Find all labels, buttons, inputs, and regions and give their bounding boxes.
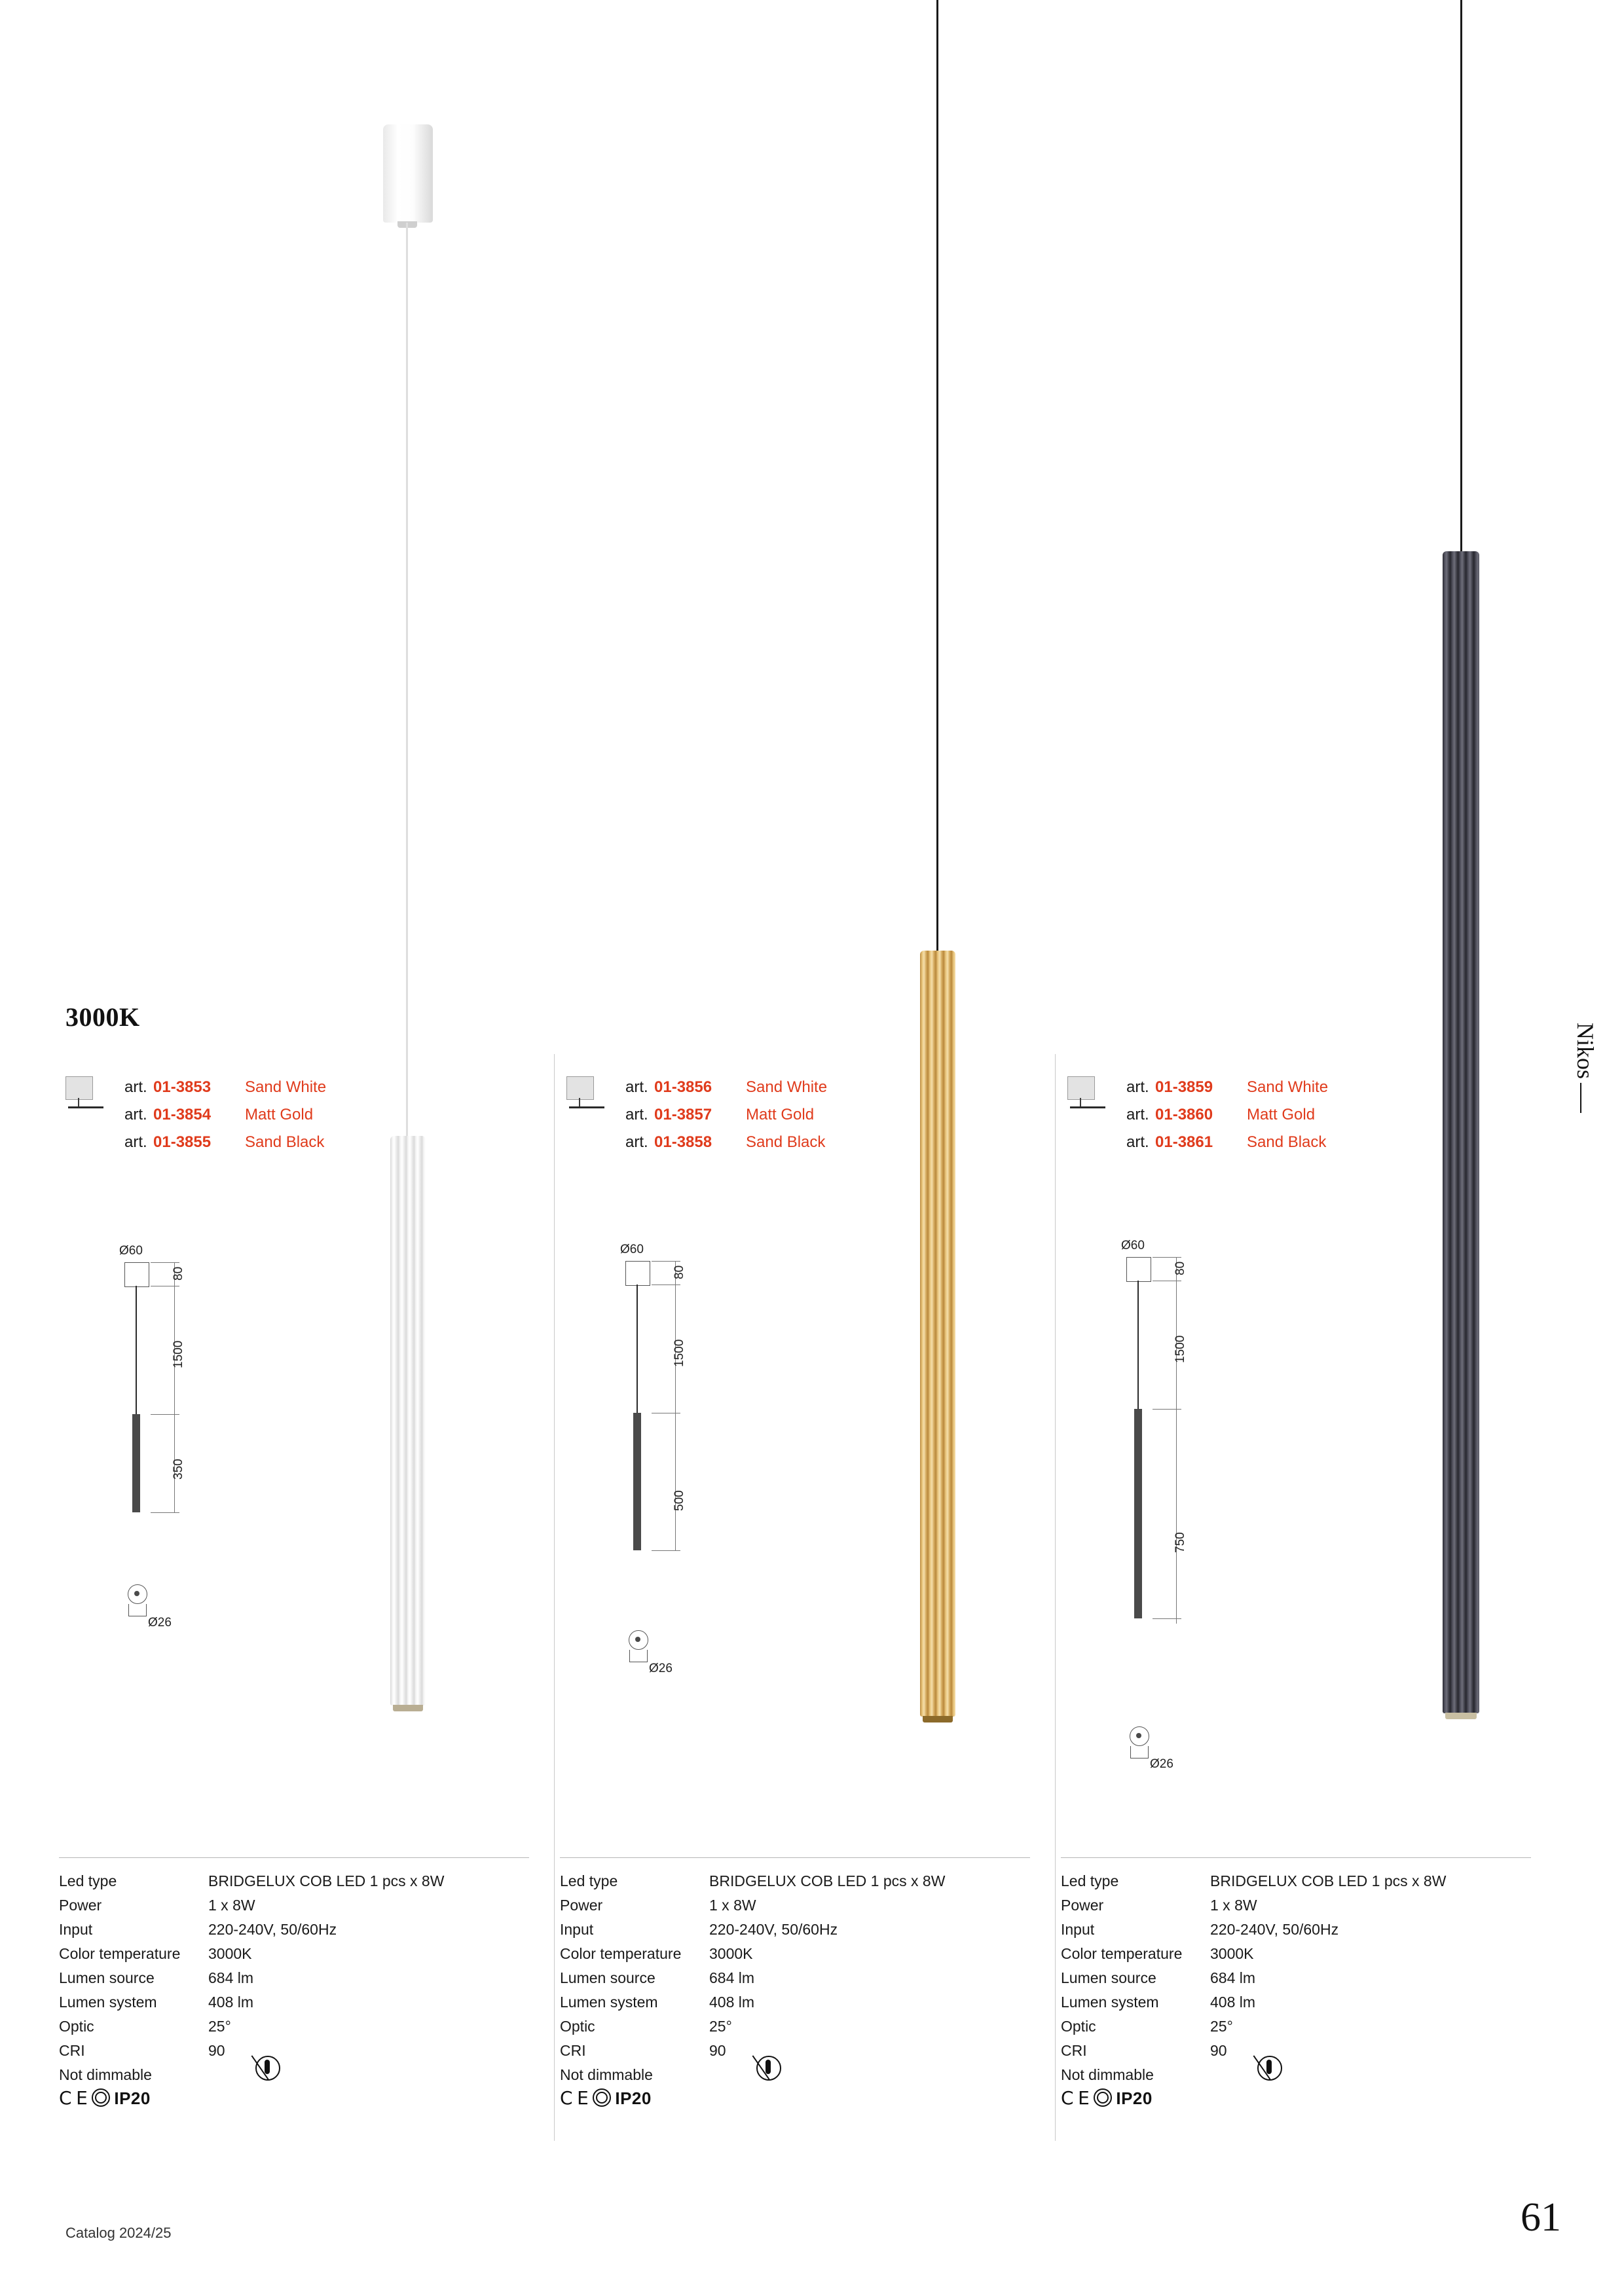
- spec-key: Led type: [59, 1872, 117, 1889]
- spec-row: [1061, 1942, 1532, 1966]
- article-finish: Sand Black: [245, 1133, 325, 1151]
- spec-key: Lumen system: [59, 1994, 157, 2011]
- pendant-symbol-icon: [65, 1076, 107, 1110]
- spec-key: Lumen source: [1061, 1969, 1156, 1986]
- article-row: [124, 1101, 326, 1129]
- article-label: art.: [1126, 1133, 1149, 1151]
- spec-row: [560, 1893, 1031, 1918]
- article-finish: Sand Black: [746, 1133, 826, 1151]
- dimension-body-length: 500: [673, 1490, 686, 1511]
- spec-key: CRI: [1061, 2042, 1087, 2059]
- product-column-3: [1061, 0, 1559, 2296]
- article-label: art.: [124, 1106, 147, 1123]
- spec-value: 25°: [208, 2018, 231, 2035]
- class-2-icon: [1094, 2088, 1112, 2107]
- socket-outline: [1130, 1746, 1149, 1758]
- spec-value: 1 x 8W: [1210, 1897, 1257, 1914]
- article-finish: Matt Gold: [245, 1106, 314, 1123]
- spec-key: Not dimmable: [1061, 2066, 1154, 2083]
- spec-key: Color temperature: [59, 1945, 181, 1962]
- ip-rating: IP20: [1116, 2088, 1153, 2108]
- article-code: 01-3857: [654, 1106, 712, 1123]
- article-label: art.: [1126, 1078, 1149, 1096]
- spec-row: [59, 1990, 530, 2014]
- spec-key: Color temperature: [1061, 1945, 1183, 1962]
- color-temperature-heading: 3000K: [65, 1002, 140, 1032]
- spec-key: Lumen system: [560, 1994, 658, 2011]
- spec-key: Optic: [59, 2018, 94, 2035]
- spec-key: Lumen source: [59, 1969, 155, 1986]
- certification-marks-2: [560, 2087, 652, 2109]
- body-line: [1134, 1409, 1142, 1618]
- spec-value: 684 lm: [1210, 1969, 1256, 1986]
- article-code: 01-3853: [153, 1078, 212, 1096]
- spec-value: 25°: [1210, 2018, 1233, 2035]
- spec-row: [1061, 2063, 1532, 2087]
- page-number: 61: [1521, 2195, 1561, 2240]
- spec-row: [1061, 1869, 1532, 1893]
- socket-outline: [629, 1650, 648, 1662]
- spec-value: 684 lm: [208, 1969, 254, 1986]
- canopy-outline: [124, 1262, 149, 1287]
- spec-row: [59, 1966, 530, 1990]
- dimension-canopy-height: 80: [172, 1266, 185, 1281]
- spec-key: Optic: [560, 2018, 595, 2035]
- certification-marks-1: [59, 2087, 151, 2109]
- spec-table-1: [59, 1869, 530, 2087]
- spec-row: [1061, 1966, 1532, 1990]
- article-code: 01-3854: [153, 1106, 212, 1123]
- dimension-top-diameter: Ø60: [620, 1243, 644, 1256]
- spec-table-rule: [59, 1857, 529, 1858]
- spec-value: 1 x 8W: [208, 1897, 255, 1914]
- pendant-symbol-icon: [566, 1076, 608, 1110]
- article-finish: Sand Black: [1247, 1133, 1327, 1151]
- article-code: 01-3861: [1155, 1133, 1213, 1151]
- article-code: 01-3859: [1155, 1078, 1213, 1096]
- spec-table-2: [560, 1869, 1031, 2087]
- spec-value: 408 lm: [709, 1994, 755, 2011]
- article-row: [625, 1101, 827, 1129]
- bottom-detail-icon: [629, 1630, 648, 1650]
- spec-row: [560, 1869, 1031, 1893]
- spec-row: [59, 1893, 530, 1918]
- spec-value: 684 lm: [709, 1969, 755, 1986]
- dimension-canopy-height: 80: [1173, 1261, 1187, 1275]
- ce-mark-icon: C E: [560, 2087, 589, 2109]
- spec-value: BRIDGELUX COB LED 1 pcs x 8W: [208, 1872, 445, 1889]
- spec-key: Input: [59, 1921, 93, 1938]
- side-title-rule: [1580, 1083, 1581, 1113]
- not-dimmable-icon: [255, 2056, 280, 2081]
- dimension-canopy-height: 80: [673, 1265, 686, 1279]
- spec-key: CRI: [59, 2042, 85, 2059]
- family-name-text: Nikos: [1572, 1022, 1598, 1079]
- spec-value: 408 lm: [1210, 1994, 1256, 2011]
- spec-row: [59, 1918, 530, 1942]
- ip-rating: IP20: [615, 2088, 652, 2108]
- product-column-1: [59, 0, 557, 2296]
- article-code: 01-3855: [153, 1133, 212, 1151]
- bottom-detail-icon: [1130, 1726, 1149, 1746]
- article-label: art.: [124, 1133, 147, 1151]
- canopy-outline: [1126, 1257, 1151, 1282]
- not-dimmable-icon: [1257, 2056, 1282, 2081]
- article-label: art.: [625, 1133, 648, 1151]
- article-finish: Sand White: [245, 1078, 327, 1096]
- article-finish: Sand White: [746, 1078, 828, 1096]
- spec-value: 3000K: [1210, 1945, 1254, 1962]
- article-row: [625, 1074, 827, 1101]
- article-label: art.: [124, 1078, 147, 1096]
- spec-row: [1061, 1918, 1532, 1942]
- spec-value: 220-240V, 50/60Hz: [208, 1921, 337, 1938]
- spec-key: Led type: [560, 1872, 618, 1889]
- article-finish: Sand White: [1247, 1078, 1329, 1096]
- spec-value: BRIDGELUX COB LED 1 pcs x 8W: [1210, 1872, 1447, 1889]
- dimension-body-length: 350: [172, 1459, 185, 1480]
- article-row: [625, 1129, 827, 1156]
- class-2-icon: [593, 2088, 611, 2107]
- canopy-outline: [625, 1261, 650, 1286]
- spec-table-rule: [1061, 1857, 1531, 1858]
- spec-key: Lumen source: [560, 1969, 655, 1986]
- certification-marks-3: [1061, 2087, 1153, 2109]
- spec-table-rule: [560, 1857, 1030, 1858]
- dimension-bottom-diameter: Ø26: [649, 1662, 673, 1675]
- spec-key: Power: [1061, 1897, 1104, 1914]
- spec-row: [1061, 1893, 1532, 1918]
- spec-key: Not dimmable: [560, 2066, 653, 2083]
- bottom-detail-icon: [128, 1584, 147, 1604]
- spec-key: Power: [59, 1897, 102, 1914]
- dimension-top-diameter: Ø60: [1121, 1239, 1145, 1252]
- dimension-bottom-diameter: Ø26: [148, 1616, 172, 1630]
- article-row: [1126, 1074, 1328, 1101]
- cable-line: [1137, 1281, 1139, 1409]
- pendant-symbol-icon: [1067, 1076, 1109, 1110]
- spec-row: [560, 2014, 1031, 2039]
- spec-row: [1061, 1990, 1532, 2014]
- spec-row: [59, 1942, 530, 1966]
- socket-outline: [128, 1604, 147, 1616]
- spec-row: [560, 1942, 1031, 1966]
- class-2-icon: [92, 2088, 110, 2107]
- article-code: 01-3856: [654, 1078, 712, 1096]
- ce-mark-icon: C E: [59, 2087, 88, 2109]
- spec-row: [59, 2039, 530, 2063]
- spec-value: 25°: [709, 2018, 732, 2035]
- spec-row: [59, 1869, 530, 1893]
- article-row: [124, 1074, 326, 1101]
- dimension-cable-length: 1500: [172, 1340, 185, 1368]
- article-label: art.: [625, 1078, 648, 1096]
- spec-row: [59, 2014, 530, 2039]
- dimension-cable-length: 1500: [1173, 1335, 1187, 1363]
- article-finish: Matt Gold: [1247, 1106, 1316, 1123]
- spec-key: Optic: [1061, 2018, 1096, 2035]
- spec-value: 220-240V, 50/60Hz: [1210, 1921, 1339, 1938]
- spec-key: CRI: [560, 2042, 586, 2059]
- article-label: art.: [625, 1106, 648, 1123]
- article-code: 01-3860: [1155, 1106, 1213, 1123]
- spec-key: Power: [560, 1897, 603, 1914]
- article-row: [1126, 1129, 1328, 1156]
- spec-value: 90: [1210, 2042, 1227, 2059]
- spec-value: BRIDGELUX COB LED 1 pcs x 8W: [709, 1872, 946, 1889]
- dimension-top-diameter: Ø60: [119, 1244, 143, 1258]
- article-row: [1126, 1101, 1328, 1129]
- family-name-side-title: [1572, 1023, 1599, 1113]
- cable-line: [637, 1285, 638, 1413]
- spec-key: Lumen system: [1061, 1994, 1159, 2011]
- spec-row: [560, 1918, 1031, 1942]
- spec-value: 3000K: [208, 1945, 252, 1962]
- footer-catalog-label: Catalog 2024/25: [65, 2225, 172, 2241]
- spec-value: 3000K: [709, 1945, 753, 1962]
- spec-key: Color temperature: [560, 1945, 682, 1962]
- spec-key: Input: [1061, 1921, 1095, 1938]
- spec-key: Led type: [1061, 1872, 1119, 1889]
- article-label: art.: [1126, 1106, 1149, 1123]
- ce-mark-icon: C E: [1061, 2087, 1090, 2109]
- product-column-2: [560, 0, 1058, 2296]
- body-line: [633, 1413, 641, 1550]
- spec-value: 90: [709, 2042, 726, 2059]
- spec-row: [1061, 2014, 1532, 2039]
- spec-value: 220-240V, 50/60Hz: [709, 1921, 838, 1938]
- article-finish: Matt Gold: [746, 1106, 815, 1123]
- spec-row: [1061, 2039, 1532, 2063]
- dimension-cable-length: 1500: [673, 1339, 686, 1367]
- spec-row: [560, 1990, 1031, 2014]
- spec-key: Not dimmable: [59, 2066, 152, 2083]
- spec-value: 1 x 8W: [709, 1897, 756, 1914]
- not-dimmable-icon: [756, 2056, 781, 2081]
- body-line: [132, 1414, 140, 1512]
- spec-value: 90: [208, 2042, 225, 2059]
- spec-table-3: [1061, 1869, 1532, 2087]
- dimension-bottom-diameter: Ø26: [1150, 1757, 1173, 1771]
- spec-value: 408 lm: [208, 1994, 254, 2011]
- spec-row: [59, 2063, 530, 2087]
- dimension-body-length: 750: [1173, 1532, 1187, 1553]
- spec-row: [560, 2063, 1031, 2087]
- article-code: 01-3858: [654, 1133, 712, 1151]
- spec-key: Input: [560, 1921, 594, 1938]
- spec-row: [560, 2039, 1031, 2063]
- ip-rating: IP20: [114, 2088, 151, 2108]
- spec-row: [560, 1966, 1031, 1990]
- cable-line: [136, 1286, 137, 1414]
- article-row: [124, 1129, 326, 1156]
